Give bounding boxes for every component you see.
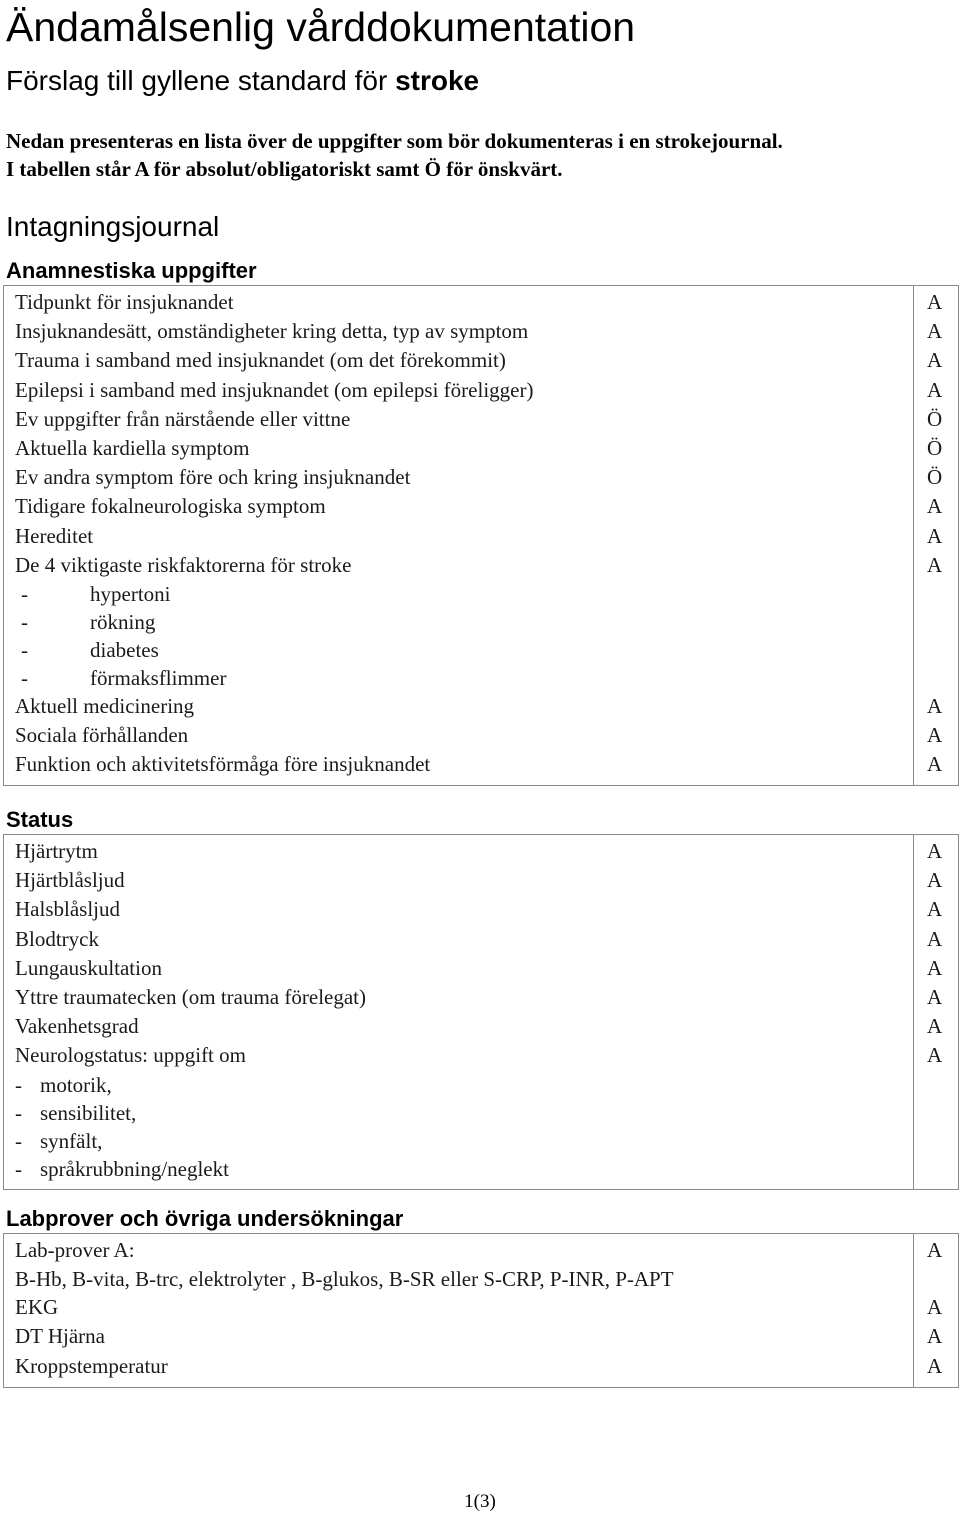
- requirement-level: A: [927, 1353, 943, 1378]
- requirement-level: Ö: [927, 435, 943, 460]
- lab-items-cell: [4, 1234, 914, 1388]
- neuro-item: - sensibilitet,: [15, 1100, 137, 1125]
- table-row: B-Hb, B-vita, B-trc, elektrolyter , B-glukos, B-SR eller S-CRP, P-INR, P-APT: [15, 1267, 674, 1292]
- table-row: Hereditet: [15, 523, 94, 548]
- intro-line: I tabellen står A för absolut/obligatoriskt samt Ö för önskvärt.: [6, 157, 563, 181]
- requirement-level: A: [927, 1324, 943, 1349]
- table-row: Lungauskultation: [15, 955, 162, 980]
- requirement-level: A: [927, 984, 943, 1009]
- table-row: Blodtryck: [15, 926, 99, 951]
- riskfactor-item: - hypertoni: [21, 581, 171, 606]
- status-heading: Status: [6, 807, 74, 832]
- requirement-level: A: [927, 290, 943, 314]
- subtitle-prefix: Förslag till gyllene standard för: [6, 65, 396, 96]
- neuro-item: - språkrubbning/neglekt: [15, 1156, 229, 1181]
- table-row: Tidigare fokalneurologiska symptom: [15, 494, 326, 519]
- requirement-level: A: [927, 523, 943, 548]
- intro-paragraph: [6, 127, 783, 183]
- table-row: De 4 viktigaste riskfaktorerna för stroke: [15, 552, 352, 577]
- requirement-level: A: [927, 926, 943, 951]
- requirement-level: Ö: [927, 465, 943, 490]
- requirement-level: A: [927, 897, 943, 922]
- table-row: Insjuknandesätt, omständigheter kring detta, typ av symptom: [15, 319, 529, 344]
- subtitle-emphasis: stroke: [395, 65, 480, 96]
- requirement-level: A: [927, 752, 943, 777]
- lab-levels-cell: [914, 1234, 959, 1388]
- document-subtitle: [6, 64, 479, 98]
- requirement-level: A: [927, 348, 943, 373]
- requirement-level: Ö: [927, 406, 943, 431]
- table-row: Trauma i samband med insjuknandet (om det förekommit): [15, 348, 506, 373]
- neuro-item: - synfält,: [15, 1128, 103, 1153]
- table-row: Tidpunkt för insjuknandet: [15, 290, 234, 314]
- neuro-item: - motorik,: [15, 1072, 112, 1097]
- riskfactor-item: - rökning: [21, 609, 156, 634]
- anamnes-table: [3, 285, 959, 786]
- anamnes-levels-cell: [914, 286, 959, 786]
- table-row: Hjärtrytm: [15, 839, 98, 863]
- requirement-level: A: [927, 1043, 943, 1068]
- table-row: Funktion och aktivitetsförmåga före insjuknandet: [15, 752, 431, 777]
- requirement-level: A: [927, 319, 943, 344]
- requirement-level: A: [927, 839, 943, 863]
- intro-line: Nedan presenteras en lista över de uppgifter som bör dokumenteras i en strokejournal.: [6, 129, 783, 153]
- status-table: [3, 834, 959, 1190]
- requirement-level: A: [927, 693, 943, 718]
- table-row: Ev andra symptom före och kring insjuknandet: [15, 465, 411, 490]
- requirement-level: A: [927, 868, 943, 893]
- requirement-level: A: [927, 1014, 943, 1039]
- requirement-level: A: [927, 1238, 943, 1262]
- status-items-cell: [4, 835, 914, 1190]
- table-row: DT Hjärna: [15, 1324, 105, 1349]
- requirement-level: A: [927, 552, 943, 577]
- anamnes-items-cell: [4, 286, 914, 786]
- table-row: EKG: [15, 1295, 59, 1320]
- requirement-level: A: [927, 955, 943, 980]
- table-row: Hjärtblåsljud: [15, 868, 125, 893]
- table-row: Lab-prover A:: [15, 1238, 135, 1262]
- anamnes-heading: Anamnestiska uppgifter: [6, 258, 257, 283]
- status-levels-cell: [914, 835, 959, 1190]
- requirement-level: A: [927, 377, 943, 402]
- riskfactor-item: - förmaksflimmer: [21, 665, 227, 690]
- page-number: 1(3): [464, 1491, 496, 1512]
- table-row: Aktuella kardiella symptom: [15, 435, 250, 460]
- table-row: Yttre traumatecken (om trauma förelegat): [15, 984, 366, 1009]
- requirement-level: A: [927, 723, 943, 748]
- table-row: Ev uppgifter från närstående eller vittne: [15, 406, 351, 431]
- document-title: Ändamålsenlig vårddokumentation: [6, 4, 636, 50]
- table-row: Neurologstatus: uppgift om: [15, 1043, 246, 1068]
- table-row: Halsblåsljud: [15, 897, 120, 922]
- table-row: Sociala förhållanden: [15, 723, 189, 748]
- section-heading: Intagningsjournal: [6, 211, 220, 242]
- table-row: Epilepsi i samband med insjuknandet (om epilepsi föreligger): [15, 377, 534, 402]
- requirement-level: A: [927, 494, 943, 519]
- table-row: Kroppstemperatur: [15, 1353, 168, 1378]
- riskfactor-item: - diabetes: [21, 637, 159, 662]
- lab-heading: Labprover och övriga undersökningar: [6, 1206, 404, 1231]
- table-row: Aktuell medicinering: [15, 693, 195, 718]
- lab-table: [3, 1233, 959, 1388]
- requirement-level: A: [927, 1295, 943, 1320]
- table-row: Vakenhetsgrad: [15, 1014, 139, 1039]
